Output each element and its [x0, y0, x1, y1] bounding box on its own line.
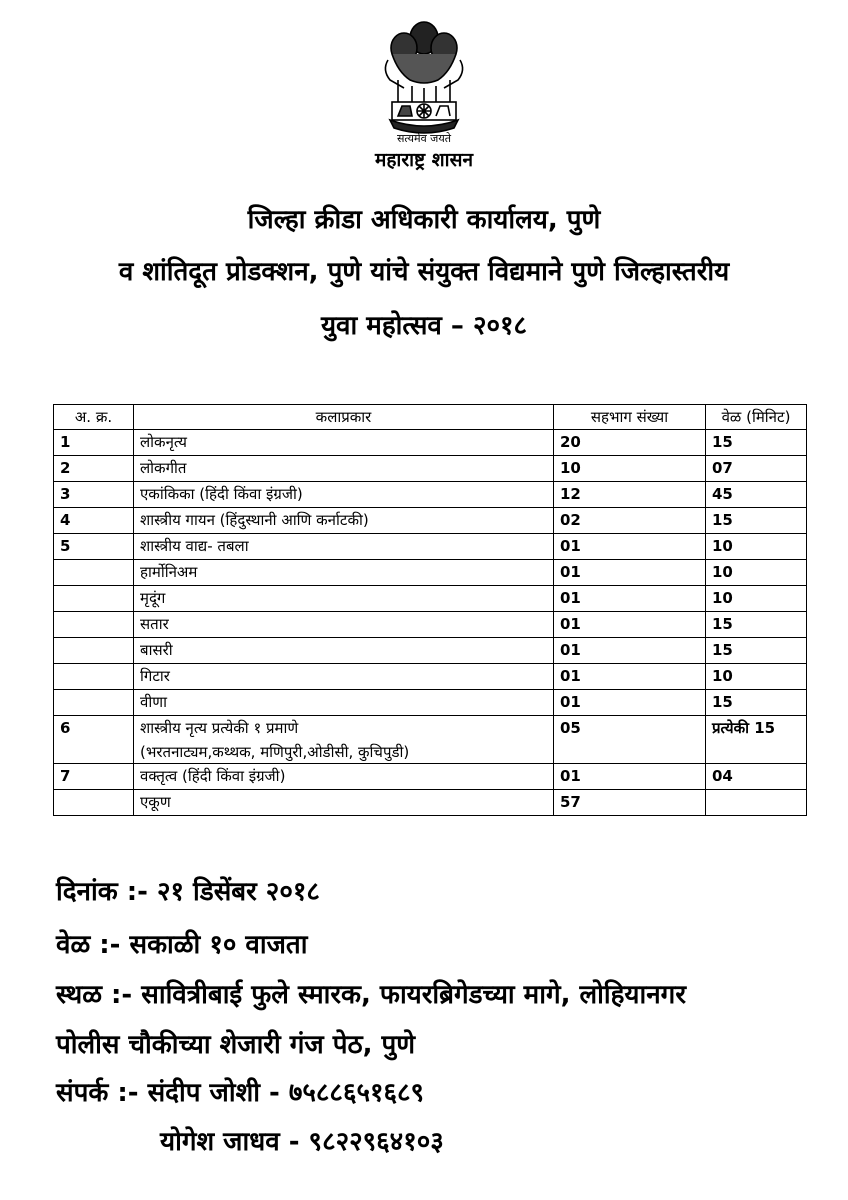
- row-art-form-detail: (भरतनाट्यम,कथ्थक, मणिपुरी,ओडीसी, कुचिपुडी): [140, 743, 410, 761]
- row-time-text: 45: [712, 485, 733, 503]
- row-participants-text: 05: [560, 719, 581, 737]
- table-row: [54, 690, 807, 716]
- table-row: [54, 586, 807, 612]
- row-time-text: 10: [712, 537, 733, 555]
- title-line-1: जिल्हा क्रीडा अधिकारी कार्यालय, पुणे: [247, 205, 601, 235]
- contact-line-2: योगेश जाधव - ९८२२९६४१०३: [160, 1127, 444, 1157]
- event-date: दिनांक :- २१ डिसेंबर २०१८: [56, 877, 320, 907]
- row-participants-text: 12: [560, 485, 581, 503]
- row-art-form-text: एकूण: [140, 793, 171, 811]
- row-participants-text: 01: [560, 589, 581, 607]
- row-participants: [554, 586, 706, 612]
- row-art-form-text: एकांकिका (हिंदी किंवा इंग्रजी): [140, 485, 303, 503]
- row-time: [706, 764, 807, 790]
- ashoka-emblem-icon: [368, 10, 480, 150]
- row-time: [706, 690, 807, 716]
- row-time-text: 15: [712, 433, 733, 451]
- row-time-text: 15: [712, 615, 733, 633]
- row-time: [706, 508, 807, 534]
- row-art-form-text: शास्त्रीय नृत्य प्रत्येकी १ प्रमाणे: [140, 719, 299, 737]
- row-serial: [54, 612, 134, 638]
- row-serial-text: 5: [60, 537, 71, 555]
- row-participants: [554, 456, 706, 482]
- motto: सत्यमेव जयते: [396, 132, 451, 145]
- row-serial: [54, 790, 134, 816]
- row-participants-text: 01: [560, 537, 581, 555]
- row-participants-text: 01: [560, 563, 581, 581]
- row-time: [706, 430, 807, 456]
- row-serial: [54, 586, 134, 612]
- row-serial-text: 7: [60, 767, 71, 785]
- row-art-form: [134, 560, 554, 586]
- row-participants: [554, 690, 706, 716]
- row-art-form: [134, 508, 554, 534]
- row-serial: [54, 456, 134, 482]
- row-participants: [554, 764, 706, 790]
- row-time-text: 07: [712, 459, 733, 477]
- row-participants: [554, 430, 706, 456]
- row-time-text: 10: [712, 667, 733, 685]
- contact-line-1: संपर्क :- संदीप जोशी - ७५८८६५१६८९: [56, 1078, 425, 1108]
- row-participants-text: 01: [560, 767, 581, 785]
- row-serial-text: 1: [60, 433, 71, 451]
- row-art-form-text: शास्त्रीय गायन (हिंदुस्थानी आणि कर्नाटकी): [140, 511, 369, 529]
- row-time-text: 15: [712, 641, 733, 659]
- row-participants: [554, 716, 706, 764]
- table-row: [54, 482, 807, 508]
- row-art-form-text: वीणा: [140, 693, 167, 711]
- header-time: वेळ (मिनिट): [706, 405, 807, 430]
- row-time: [706, 638, 807, 664]
- row-art-form: [134, 482, 554, 508]
- row-time: [706, 456, 807, 482]
- table-header-row: [54, 405, 807, 430]
- row-participants: [554, 638, 706, 664]
- table-row: [54, 764, 807, 790]
- row-participants: [554, 534, 706, 560]
- row-time: [706, 560, 807, 586]
- row-art-form: [134, 664, 554, 690]
- row-art-form: [134, 430, 554, 456]
- table-row: [54, 790, 807, 816]
- row-art-form-text: बासरी: [140, 641, 173, 659]
- row-serial: [54, 664, 134, 690]
- row-art-form-text: गिटार: [140, 667, 170, 685]
- row-serial: [54, 534, 134, 560]
- row-serial: [54, 482, 134, 508]
- row-participants: [554, 508, 706, 534]
- row-participants: [554, 790, 706, 816]
- row-participants-text: 01: [560, 693, 581, 711]
- row-time-text: 10: [712, 589, 733, 607]
- title-line-3: युवा महोत्सव – २०१८: [320, 311, 528, 341]
- row-time: [706, 534, 807, 560]
- row-art-form-text: लोकनृत्य: [140, 433, 187, 451]
- row-art-form-text: वक्तृत्व (हिंदी किंवा इंग्रजी): [140, 767, 286, 785]
- row-art-form: [134, 716, 554, 764]
- row-time-text: प्रत्येकी 15: [712, 719, 776, 737]
- row-participants-text: 02: [560, 511, 581, 529]
- government-name: महाराष्ट्र शासन: [374, 149, 473, 171]
- row-serial: [54, 716, 134, 764]
- event-venue-line-1: स्थळ :- सावित्रीबाई फुले स्मारक, फायरब्रिगेडच्या मागे, लोहियानगर: [56, 980, 686, 1010]
- row-serial: [54, 690, 134, 716]
- row-time: [706, 790, 807, 816]
- table-row: [54, 456, 807, 482]
- row-participants-text: 20: [560, 433, 581, 451]
- row-serial: [54, 430, 134, 456]
- row-participants-text: 01: [560, 641, 581, 659]
- row-serial: [54, 560, 134, 586]
- row-art-form: [134, 612, 554, 638]
- table-row: [54, 560, 807, 586]
- row-art-form: [134, 764, 554, 790]
- row-time: [706, 612, 807, 638]
- row-art-form: [134, 690, 554, 716]
- events-table: [53, 404, 807, 816]
- row-time: [706, 664, 807, 690]
- row-art-form: [134, 456, 554, 482]
- row-time: [706, 716, 807, 764]
- row-serial-text: 6: [60, 719, 71, 737]
- row-participants-text: 10: [560, 459, 581, 477]
- row-serial-text: 3: [60, 485, 71, 503]
- row-serial: [54, 508, 134, 534]
- table-row: [54, 612, 807, 638]
- row-participants-text: 01: [560, 667, 581, 685]
- table-row: [54, 508, 807, 534]
- row-participants: [554, 664, 706, 690]
- row-art-form-text: हार्मोनिअम: [140, 563, 198, 581]
- event-time: वेळ :- सकाळी १० वाजता: [56, 930, 308, 960]
- title-line-2: व शांतिदूत प्रोडक्शन, पुणे यांचे संयुक्त विद्यमाने पुणे जिल्हास्तरीय: [118, 257, 730, 287]
- row-art-form-text: मृदूंग: [140, 589, 166, 607]
- event-venue-line-2: पोलीस चौकीच्या शेजारी गंज पेठ, पुणे: [56, 1030, 416, 1060]
- table-row: [54, 716, 807, 764]
- table-row: [54, 430, 807, 456]
- row-time: [706, 482, 807, 508]
- row-time-text: 15: [712, 693, 733, 711]
- row-art-form-text: सतार: [140, 615, 169, 633]
- row-time-text: 04: [712, 767, 733, 785]
- header-participants: सहभाग संख्या: [554, 405, 706, 430]
- row-time-text: 15: [712, 511, 733, 529]
- table-row: [54, 638, 807, 664]
- row-art-form: [134, 586, 554, 612]
- row-participants-text: 01: [560, 615, 581, 633]
- row-time-text: 10: [712, 563, 733, 581]
- row-art-form-text: शास्त्रीय वाद्य- तबला: [140, 537, 249, 555]
- row-participants: [554, 560, 706, 586]
- row-art-form: [134, 790, 554, 816]
- row-serial: [54, 638, 134, 664]
- header-serial: अ. क्र.: [54, 405, 134, 430]
- row-serial-text: 4: [60, 511, 71, 529]
- row-participants-text: 57: [560, 793, 581, 811]
- row-art-form: [134, 638, 554, 664]
- row-serial-text: 2: [60, 459, 71, 477]
- row-serial: [54, 764, 134, 790]
- table-row: [54, 534, 807, 560]
- row-time: [706, 586, 807, 612]
- table-row: [54, 664, 807, 690]
- row-art-form: [134, 534, 554, 560]
- row-art-form-text: लोकगीत: [140, 459, 187, 477]
- header-art-form: कलाप्रकार: [134, 405, 554, 430]
- row-participants: [554, 482, 706, 508]
- row-participants: [554, 612, 706, 638]
